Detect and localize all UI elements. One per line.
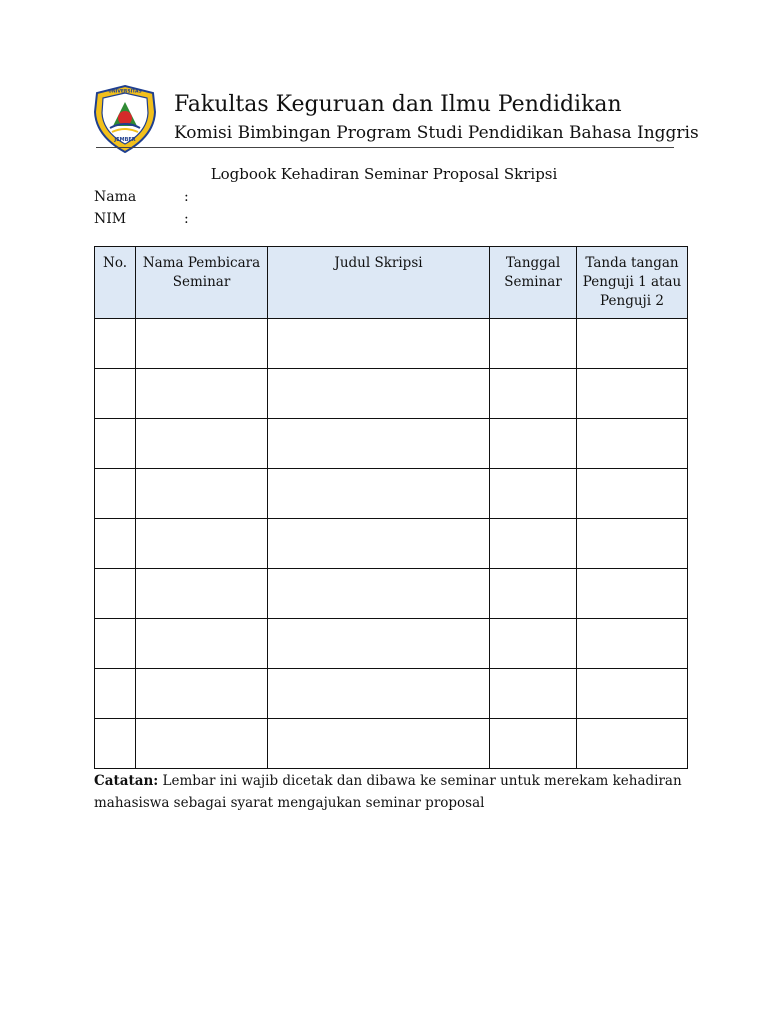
table-cell[interactable]	[268, 319, 490, 369]
column-header-tanggal-seminar: Tanggal Seminar	[490, 247, 577, 319]
document-title: Logbook Kehadiran Seminar Proposal Skripsi	[210, 165, 558, 183]
table-cell[interactable]	[490, 719, 577, 769]
table-cell[interactable]	[136, 469, 268, 519]
table-cell[interactable]	[95, 719, 136, 769]
column-header-tanda-tangan: Tanda tangan Penguji 1 atau Penguji 2	[577, 247, 688, 319]
table-cell[interactable]	[490, 369, 577, 419]
table-cell[interactable]	[268, 419, 490, 469]
table-cell[interactable]	[95, 319, 136, 369]
header-divider	[96, 147, 674, 148]
page-subtitle: Komisi Bimbingan Program Studi Pendidikan Bahasa Inggris	[174, 123, 699, 143]
table-row	[95, 719, 688, 769]
note-label: Catatan:	[94, 773, 159, 789]
field-colon-nama: :	[184, 189, 189, 205]
table-cell[interactable]	[136, 519, 268, 569]
table-cell[interactable]	[577, 619, 688, 669]
table-cell[interactable]	[136, 319, 268, 369]
table-cell[interactable]	[490, 619, 577, 669]
table-cell[interactable]	[268, 569, 490, 619]
table-cell[interactable]	[136, 669, 268, 719]
table-row	[95, 519, 688, 569]
table-cell[interactable]	[490, 669, 577, 719]
logbook-table	[94, 246, 688, 769]
page-title: Fakultas Keguruan dan Ilmu Pendidikan	[174, 92, 622, 117]
table-cell[interactable]	[490, 519, 577, 569]
table-cell[interactable]	[577, 519, 688, 569]
table-header-row	[95, 247, 688, 319]
field-label-nim: NIM	[94, 211, 127, 227]
table-cell[interactable]	[268, 719, 490, 769]
table-cell[interactable]	[490, 419, 577, 469]
seal-text-bottom: JEMBER	[114, 137, 136, 143]
table-cell[interactable]	[577, 419, 688, 469]
table-cell[interactable]	[136, 619, 268, 669]
table-cell[interactable]	[95, 369, 136, 419]
table-cell[interactable]	[268, 469, 490, 519]
table-cell[interactable]	[136, 419, 268, 469]
table-cell[interactable]	[136, 719, 268, 769]
table-cell[interactable]	[268, 669, 490, 719]
table-cell[interactable]	[95, 519, 136, 569]
table-cell[interactable]	[577, 569, 688, 619]
table-cell[interactable]	[268, 519, 490, 569]
table-cell[interactable]	[577, 669, 688, 719]
university-seal-icon	[92, 84, 158, 154]
table-cell[interactable]	[577, 319, 688, 369]
table-row	[95, 419, 688, 469]
table-row	[95, 319, 688, 369]
field-label-nama: Nama	[94, 189, 137, 205]
table-cell[interactable]	[490, 469, 577, 519]
table-cell[interactable]	[268, 369, 490, 419]
table-cell[interactable]	[95, 469, 136, 519]
table-cell[interactable]	[95, 619, 136, 669]
table-row	[95, 619, 688, 669]
field-colon-nim: :	[184, 211, 189, 227]
table-cell[interactable]	[95, 419, 136, 469]
seal-text-top: UNIVERSITAS	[108, 89, 142, 95]
column-header-no: No.	[95, 247, 136, 319]
table-row	[95, 469, 688, 519]
table-row	[95, 569, 688, 619]
table-cell[interactable]	[577, 369, 688, 419]
table-cell[interactable]	[136, 369, 268, 419]
table-cell[interactable]	[490, 319, 577, 369]
note-paragraph	[94, 770, 694, 814]
table-cell[interactable]	[577, 719, 688, 769]
table-cell[interactable]	[136, 569, 268, 619]
table-row	[95, 369, 688, 419]
column-header-nama-pembicara: Nama Pembicara Seminar	[136, 247, 268, 319]
table-cell[interactable]	[268, 619, 490, 669]
table-row	[95, 669, 688, 719]
note-text: Lembar ini wajib dicetak dan dibawa ke seminar untuk merekam kehadiran mahasiswa sebagai syarat mengajukan seminar proposal	[94, 773, 682, 811]
table-cell[interactable]	[577, 469, 688, 519]
column-header-judul-skripsi: Judul Skripsi	[268, 247, 490, 319]
table-cell[interactable]	[95, 669, 136, 719]
table-cell[interactable]	[490, 569, 577, 619]
table-cell[interactable]	[95, 569, 136, 619]
